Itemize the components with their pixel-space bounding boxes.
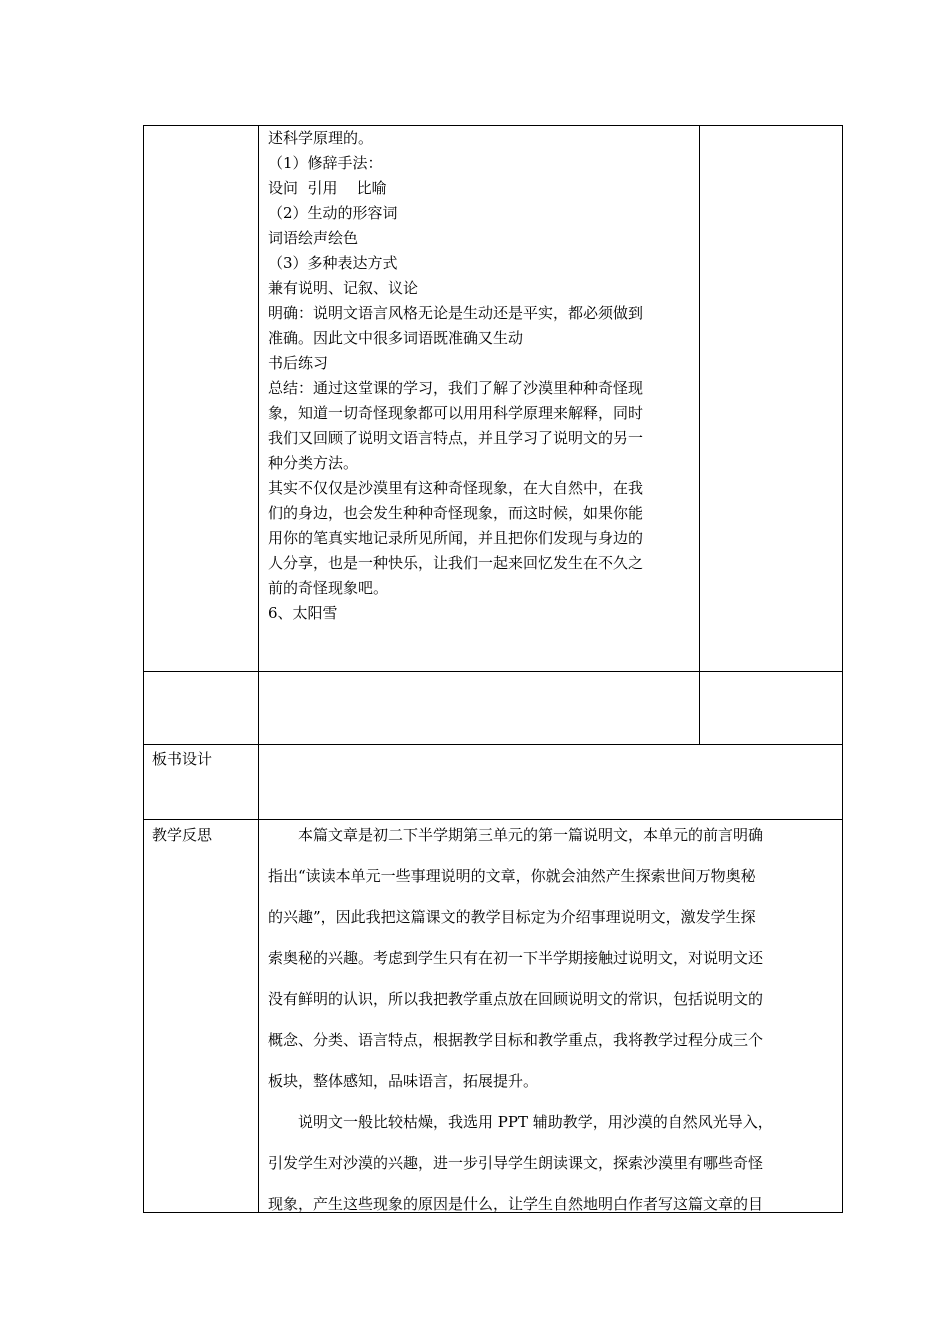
- reflection-line: 概念、分类、语言特点，根据教学目标和教学重点，我将教学过程分成三个: [268, 1031, 764, 1049]
- process-line: 明确：说明文语言风格无论是生动还是平实，都必须做到: [268, 304, 644, 322]
- row-divider-2: [143, 744, 843, 745]
- table-border-right: [842, 125, 843, 1213]
- column-divider-2: [699, 125, 700, 745]
- table-border-left: [143, 125, 144, 1213]
- process-line: 前的奇怪现象吧。: [268, 579, 389, 597]
- reflection-line: 指出“读读本单元一些事理说明的文章，你就会油然产生探索世间万物奥秘: [268, 867, 756, 885]
- process-line: 准确。因此文中很多词语既准确又生动: [268, 329, 524, 347]
- process-line: （3）多种表达方式: [268, 254, 398, 272]
- process-line: 们的身边，也会发生种种奇怪现象，而这时候，如果你能: [268, 504, 644, 522]
- process-line: 兼有说明、记叙、议论: [268, 279, 419, 297]
- column-divider-1: [258, 125, 259, 1213]
- board-design-label: 板书设计: [152, 750, 213, 768]
- reflection-line: 本篇文章是初二下半学期第三单元的第一篇说明文，本单元的前言明确: [298, 826, 764, 844]
- reflection-line: 现象，产生这些现象的原因是什么，让学生自然地明白作者写这篇文章的目: [268, 1195, 764, 1213]
- process-line: 我们又回顾了说明文语言特点，并且学习了说明文的另一: [268, 429, 644, 447]
- reflection-line: 说明文一般比较枯燥，我选用 PPT 辅助教学，用沙漠的自然风光导入，: [298, 1113, 773, 1131]
- process-line: （1）修辞手法：: [268, 154, 383, 172]
- process-line: 用你的笔真实地记录所见所闻，并且把你们发现与身边的: [268, 529, 644, 547]
- reflection-line: 的兴趣”，因此我把这篇课文的教学目标定为介绍事理说明文，激发学生探: [268, 908, 756, 926]
- table-border-top: [143, 125, 843, 126]
- process-line: 人分享，也是一种快乐，让我们一起来回忆发生在不久之: [268, 554, 644, 572]
- process-line: 设问 引用 比喻: [268, 179, 387, 197]
- process-line: 种分类方法。: [268, 454, 359, 472]
- reflection-line: 引发学生对沙漠的兴趣，进一步引导学生朗读课文，探索沙漠里有哪些奇怪: [268, 1154, 764, 1172]
- process-line: （2）生动的形容词: [268, 204, 398, 222]
- reflection-line: 索奥秘的兴趣。考虑到学生只有在初一下半学期接触过说明文，对说明文还: [268, 949, 764, 967]
- reflection-line: 板块，整体感知，品味语言，拓展提升。: [268, 1072, 539, 1090]
- reflection-label: 教学反思: [152, 826, 213, 844]
- process-line: 书后练习: [268, 354, 329, 372]
- process-line: 总结：通过这堂课的学习，我们了解了沙漠里种种奇怪现: [268, 379, 644, 397]
- reflection-line: 没有鲜明的认识，所以我把教学重点放在回顾说明文的常识，包括说明文的: [268, 990, 764, 1008]
- process-line: 其实不仅仅是沙漠里有这种奇怪现象，在大自然中，在我: [268, 479, 644, 497]
- row-divider-1: [143, 671, 843, 672]
- process-line: 述科学原理的。: [268, 129, 374, 147]
- process-line: 词语绘声绘色: [268, 229, 359, 247]
- process-line: 6、太阳雪: [268, 604, 338, 622]
- process-line: 象，知道一切奇怪现象都可以用用科学原理来解释，同时: [268, 404, 644, 422]
